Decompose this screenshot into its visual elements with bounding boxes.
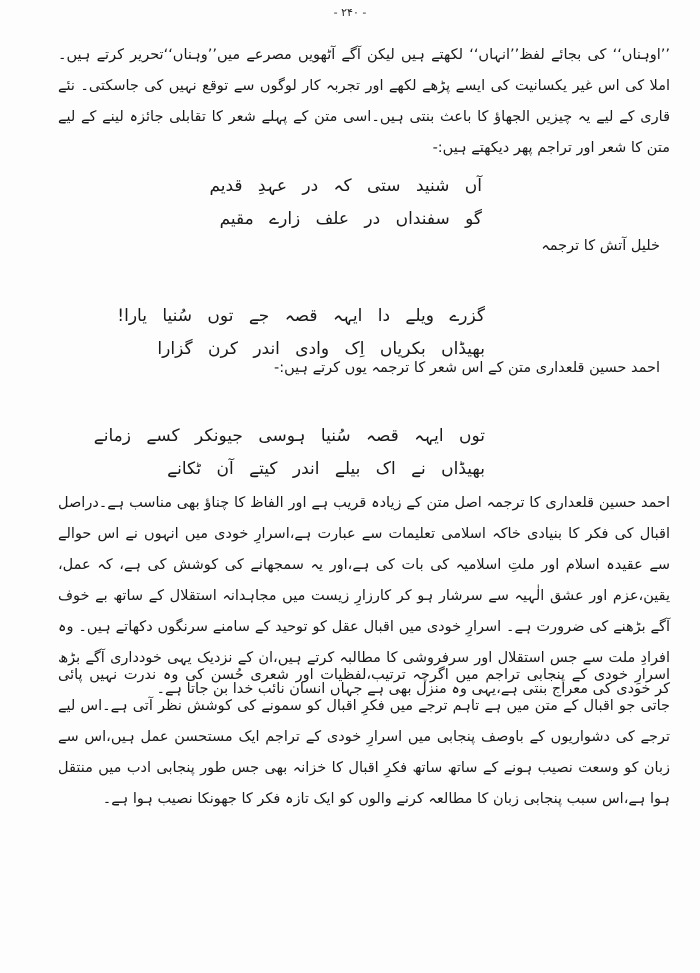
analysis-paragraph-text: احمد حسین قلعداری کا ترجمہ اصل متن کے زیادہ قریب ہے اور الفاظ کا چناؤ بھی مناسب ہے۔دراصل اقبال کی فکر کا بنیادی خاکہ اسلامی تعلیمات سے عبارت ہے،اسرارِ خودی میں انہوں نے اس حوالے سے عقیدہ اسلام اور ملتِ اسلامیہ کی بات کی ہے،اور یہ سمجھانے کی کوشش کی ہے، کہ عمل، یقین،عزم اور عشق الٰہیہ سے سرشار ہو کر کارزارِ زیست میں مجاہدانہ استقلال کے ساتھ بے خوف آگے بڑھنے کی ضرورت ہے۔ اسرارِ خودی میں اقبال عقل کو توحید کے سامنے سرنگوں دکھاتے ہیں۔ وہ افرادِ ملت سے جس استقلال اور سرفروشی کا مطالبہ کرتے ہیں،ان کے نزدیک یہی خودداری آگے بڑھ کر خودی کی معراج بنتی ہے،یہی وہ منزل بھی ہے جہاں انسان نائب خدا بن جاتا ہے۔ [58, 495, 670, 697]
verse-line: بھیڈاں بکریاں اِک وادی اندر کرن گزارا [157, 339, 485, 359]
ahmad-translation-heading: احمد حسین قلعداری متن کے اس شعر کا ترجمہ یوں کرتے ہیں:- [273, 360, 660, 376]
intro-paragraph-text: ’’اوہناں‘‘ کی بجائے لفظ’’انہاں‘‘ لکھتے ہیں لیکن آگے آٹھویں مصرعے میں’’وہناں‘‘تحریر کرتے ہیں۔املا کی اس غیر یکسانیت کی ایسے پڑھے لکھے اور تجربہ کار لوگوں سے توقع نہیں کی جاسکتی۔ نئے قاری کے لیے یہ چیزیں الجھاؤ کا باعث بنتی ہیں۔اسی متن کے پہلے شعر کا تقابلی جائزہ لینے کے لیے متن کا شعر اور تراجم پھر دیکھتے ہیں:- [58, 47, 670, 156]
original-persian-verse [209, 170, 482, 236]
khalil-translation-heading: خلیل آتش کا ترجمہ [541, 238, 660, 254]
conclusion-paragraph-text: اسرارِ خودی کے پنجابی تراجم میں اگرچہ ترتیب،لفظیات اور شعری حُسن کی وہ ندرت نہیں پائی جاتی جو اقبال کے متن میں ہے تاہم ترجے میں فکرِ اقبال کو سمونے کی کوشش نظر آتی ہے۔اس لیے ترجے کی دشواریوں کے باوصف پنجابی میں اسرارِ خودی کے تراجم ایک مستحسن عمل ہیں،اس سے زبان کو وسعت نصیب ہونے کے ساتھ ساتھ فکرِ اقبال کا خزانہ بھی جس طور پنجابی ادب میں منتقل ہوا ہے،اس سبب پنجابی زبان کا مطالعہ کرنے والوں کو ایک تازہ فکر کا جھونکا نصیب ہوا ہے۔ [58, 667, 670, 807]
ahmad-translation-verse [93, 420, 485, 486]
intro-paragraph [58, 40, 670, 164]
conclusion-paragraph [58, 660, 670, 815]
page-number: - ۲۴۰ - [333, 6, 367, 19]
verse-line: بھیڈاں نے اک بیلے اندر کیتے آن ٹکانے [167, 459, 485, 479]
verse-line: توں ایہہ قصہ سُنیا ہوسی جیونکر کسے زمانے [93, 426, 485, 446]
verse-line: آں شنید ستی کہ در عہدِ قدیم [209, 176, 482, 196]
khalil-translation-verse [117, 300, 485, 366]
verse-line: گزرے ویلے دا ایہہ قصہ جے توں سُنیا یارا! [117, 306, 485, 326]
verse-line: گو سفنداں در علف زارے مقیم [219, 209, 482, 229]
